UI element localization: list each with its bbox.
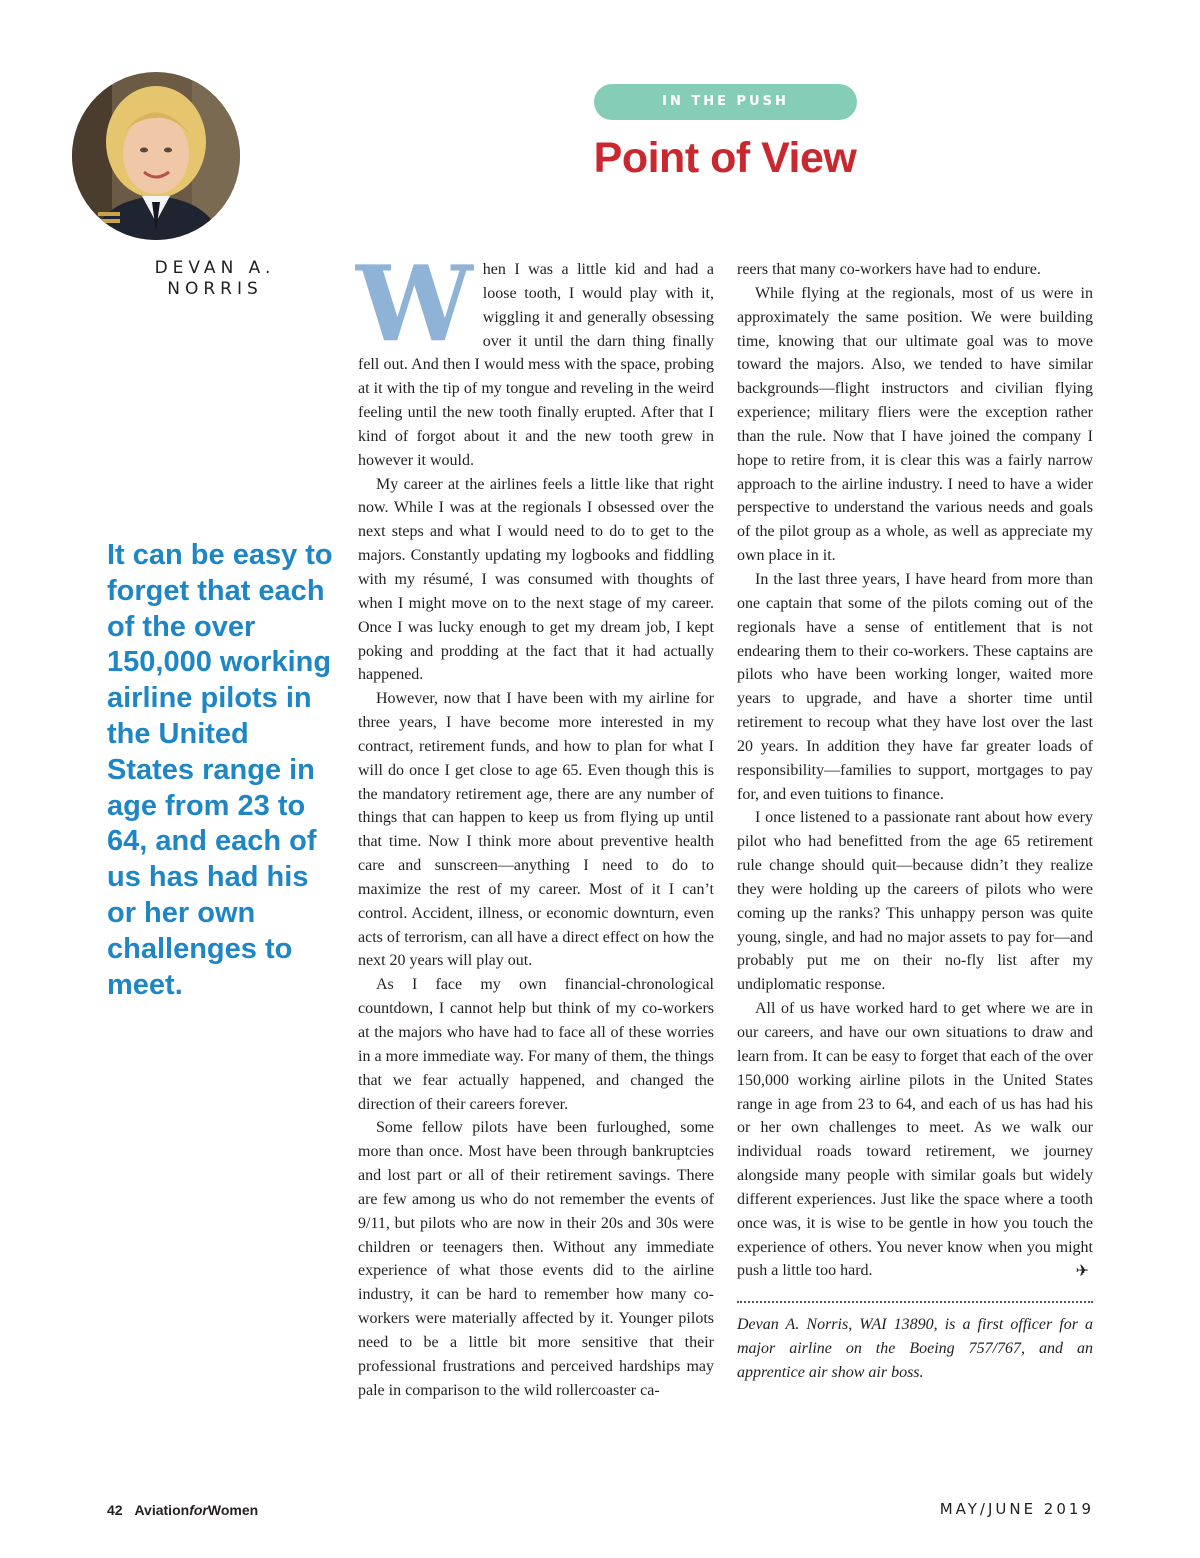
article-paragraph: While flying at the regionals, most of us were in approximately the same position. We were building time, knowing that our ultimate goal was to move toward the majors. Also, we tended to have similar backgrounds—flight instructors and civilian flying experience; military fliers were the exception rather than the rule. Now that I have joined the company I hope to retire from, it is clear this was a fairly narrow approach to the airline industry. I need to have a wider perspective to understand the various needs and goals of the pilot group as a whole, as well as appreciate my own place in it. [737, 284, 1093, 565]
issue-date: MAY/JUNE 2019 [939, 1500, 1094, 1518]
drop-cap: W [356, 242, 473, 365]
article-paragraph: In the last three years, I have heard from more than one captain that some of the pilots coming out of the regionals have a sense of entitlement that is not endearing them to their co-workers. These captains are pilots who have been working longer, waited more years to upgrade, and have a shorter time until retirement to recoup what they have lost over the last 20 years. In addition they have far greater loads of responsibility—families to support, mortgages to pay for, and even tuitions to finance. [737, 570, 1093, 803]
article-paragraph: I once listened to a passionate rant about how every pilot who had benefitted from the age 65 retirement rule change should quit—because didn’t they realize they were holding up the careers of pilots who were coming up the ranks? This unhappy person was quite young, single, and had no major assets to pay for—and probably put me on their no-fly list after my undiplomatic response. [737, 809, 1093, 994]
author-bio: Devan A. Norris, WAI 13890, is a first officer for a major airline on the Boeing 757/767, and an apprentice air show air boss. [737, 1316, 1093, 1381]
article-paragraph: However, now that I have been with my airline for three years, I have become more interested in my contract, retirement funds, and how to plan for what I will do once I get close to age 65. Even though this is the mandatory retirement age, there are any number of things that can happen to keep us from flying up until that time. Now I think more about preventive health care and sunscreen—anything I need to do to maximize the rest of my career. Most of it I can’t control. Accident, illness, or economic downturn, even acts of terrorism, can all have a direct effect on how the next 20 years will play out. [358, 690, 714, 970]
footer-left [107, 1502, 258, 1518]
divider [737, 1301, 1093, 1303]
article-paragraph: reers that many co-workers have had to endure. [737, 261, 1041, 278]
paragraph-text: All of us have worked hard to get where we are in our careers, and have our own situations to draw and learn from. It can be easy to forget that each of the over 150,000 working airline pilots in the United States range in age from 23 to 64, and each of us has had his or her own challenges to meet. As we walk our individual roads toward retirement, we journey alongside many people with similar goals but widely different experiences. Just like the space where a tooth once was, it is wise to be gentle in how you touch the experience of others. You never know when you might push a little too hard. [737, 1000, 1093, 1280]
page-number: 42 [107, 1502, 123, 1518]
article-column-2 [737, 258, 1093, 1385]
author-photo [72, 72, 240, 240]
magazine-name-part: for [189, 1502, 208, 1518]
article-title: Point of View [593, 134, 857, 182]
article-paragraph: Some fellow pilots have been furloughed, some more than once. Most have been through bankruptcies and lost part or all of their retirement savings. There are few among us who do not remember the events of 9/11, but pilots who are now in their 20s and 30s were children or teenagers then. Without any immediate experience of what those events did to the airline industry, it can be hard to remember how many co-workers were materially affected by it. Younger pilots need to be a little bit more sensitive that their professional frustrations and perceived hardships may pale in comparison to the wild rollercoaster ca- [358, 1119, 714, 1399]
magazine-name-part: Women [207, 1502, 259, 1518]
airplane-icon: ✈ [1075, 1261, 1089, 1281]
magazine-name [134, 1502, 258, 1518]
section-tag: IN THE PUSH [594, 84, 857, 120]
pull-quote: It can be easy to forget that each of the over 150,000 working airline pilots in the United States range in age from 23 to 64, and each of us has had his or her own challenges to meet. [107, 539, 333, 1001]
article-paragraph [356, 242, 714, 473]
paragraph-text: hen I was a little kid and had a loose tooth, I would play with it, wiggling it and generally obsessing over it until the darn thing finally fell out. And then I would mess with the space, probing at it with the tip of my tongue and reveling in the weird feeling until the new tooth finally erupted. After that I kind of forgot about it and the new tooth grew in however it would. [358, 261, 714, 469]
article-paragraph [737, 997, 1093, 1283]
article-column-1 [356, 242, 714, 1403]
magazine-name-part: Aviation [134, 1502, 190, 1518]
author-name: DEVAN A. NORRIS [154, 258, 276, 299]
article-paragraph: My career at the airlines feels a little like that right now. While I was at the regionals I obsessed over the next steps and what I would need to do to get to the majors. Constantly updating my logbooks and fiddling with my résumé, I was consumed with thoughts of when I might move on to the next stage of my career. Once I was lucky enough to get my dream job, I kept poking and prodding at the fact that it had actually happened. [358, 475, 714, 684]
article-paragraph: As I face my own financial-chronological countdown, I cannot help but think of my co-workers at the majors who have had to face all of these worries in a more immediate way. For many of them, the things that we fear actually happened, and changed the direction of their careers forever. [358, 976, 714, 1113]
